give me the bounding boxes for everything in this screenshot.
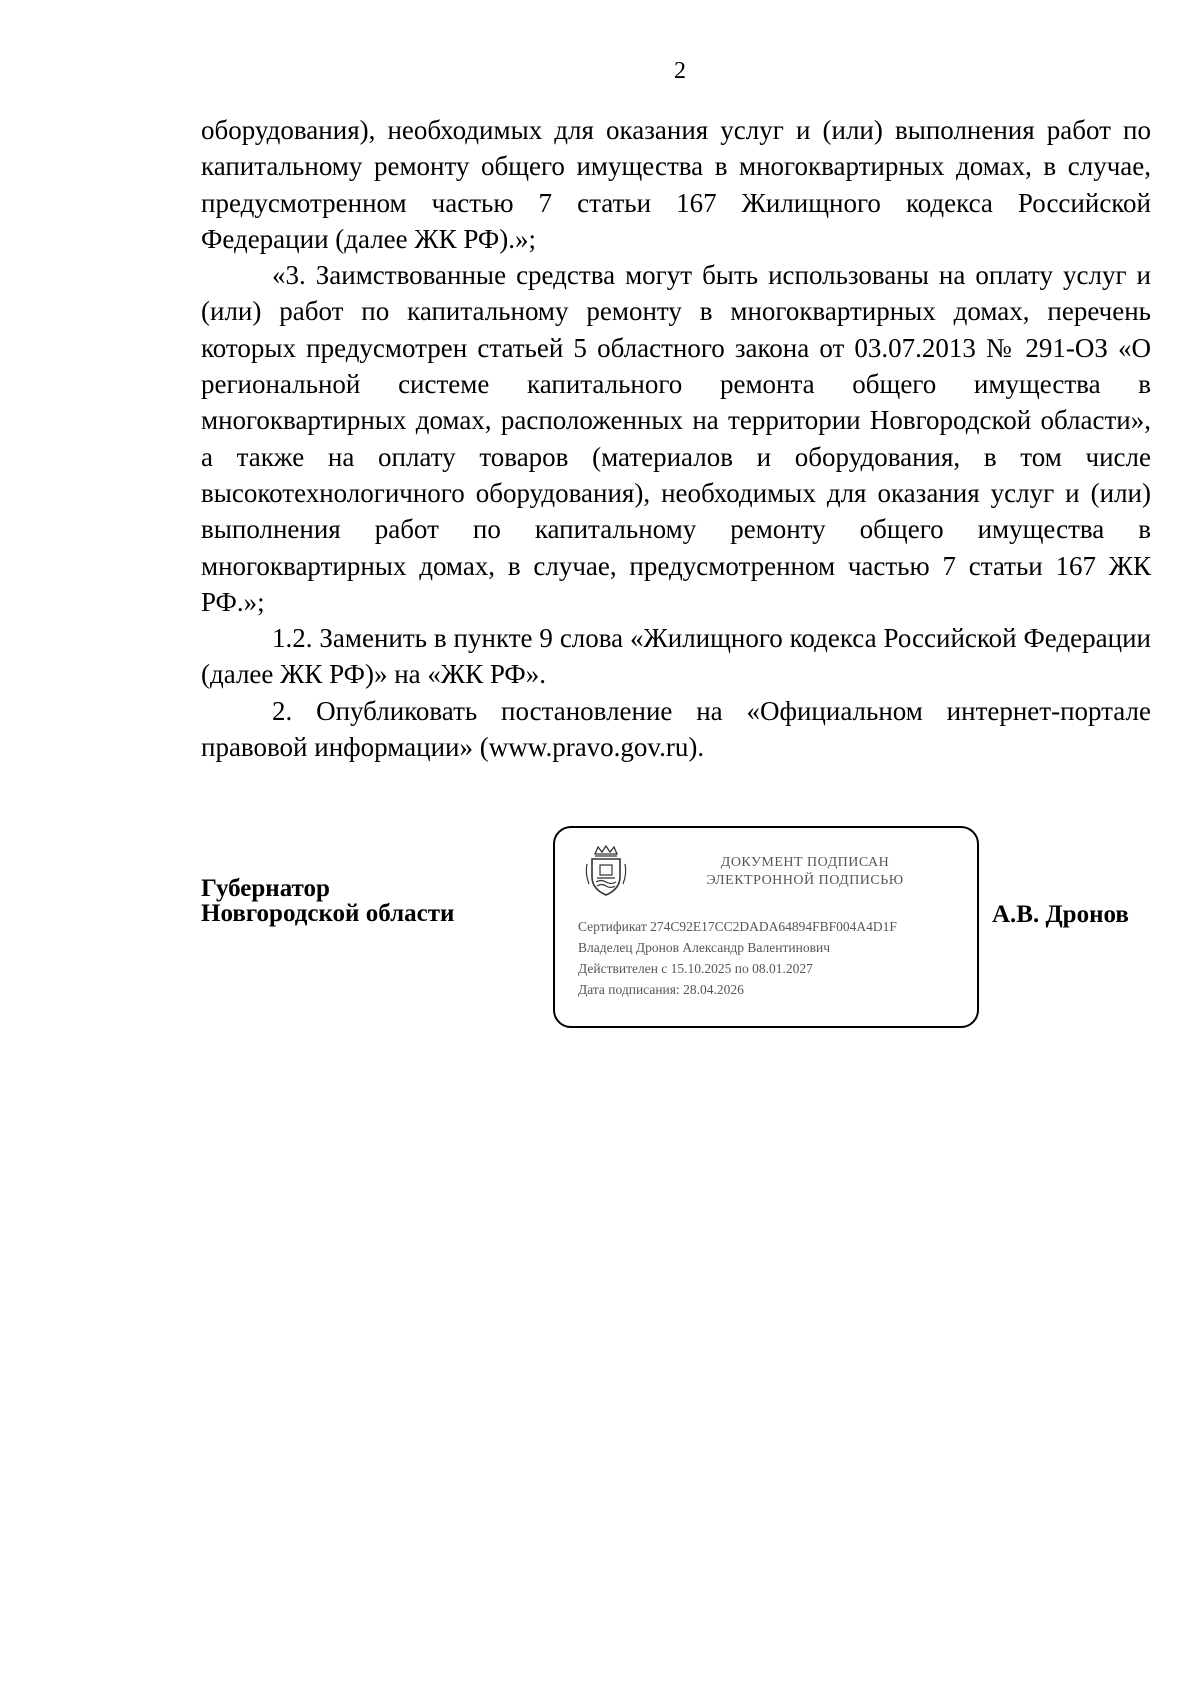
stamp-title-line2: ЭЛЕКТРОННОЙ ПОДПИСЬЮ: [706, 873, 904, 888]
certificate-details: [578, 916, 897, 1000]
certificate-owner: Владелец Дронов Александр Валентинович: [578, 940, 830, 955]
signer-name: А.В. Дронов: [992, 901, 1129, 928]
coat-of-arms-icon: [583, 844, 629, 898]
electronic-signature-stamp: [553, 826, 979, 1028]
certificate-validity: Действителен с 15.10.2025 по 08.01.2027: [578, 961, 813, 976]
signing-date: Дата подписания: 28.04.2026: [578, 982, 744, 997]
paragraph-item-1-2: 1.2. Заменить в пункте 9 слова «Жилищного кодекса Российской Федерации (далее ЖК РФ)» на «ЖК РФ».: [201, 623, 1151, 690]
signer-position: [201, 876, 454, 926]
paragraph-item-3: «3. Заимствованные средства могут быть использованы на оплату услуг и (или) работ по капитальному ремонту в многоквартирных домах, перечень которых предусмотрен статьей 5 областного закона от 03.07.2013 № 291-ОЗ «О региональной системе капитального ремонта общего имущества в многоквартирных домах, расположенных на территории Новгородской области», а также на оплату товаров (материалов и оборудования, в том числе высокотехнологичного оборудования), необходимых для оказания услуг и (или) выполнения работ по капитальному ремонту общего имущества в многоквартирных домах, в случае, предусмотренном частью 7 статьи 167 ЖК РФ.»;: [201, 260, 1151, 617]
certificate-number: Сертификат 274C92E17CC2DADA64894FBF004A4D1F: [578, 919, 897, 934]
page-number: 2: [674, 58, 686, 84]
document-body: [201, 112, 1151, 765]
signer-position-line2: Новгородской области: [201, 900, 455, 927]
paragraph-item-2: 2. Опубликовать постановление на «Официальном интернет-портале правовой информации» (www.pravo.gov.ru).: [201, 695, 1151, 763]
signer-position-line1: Губернатор: [201, 875, 330, 902]
stamp-title-line1: ДОКУМЕНТ ПОДПИСАН: [720, 855, 890, 870]
stamp-title: [655, 854, 955, 890]
paragraph-continuation: оборудования), необходимых для оказания услуг и (или) выполнения работ по капитальному ремонту общего имущества в многоквартирных домах, в случае, предусмотренном частью 7 статьи 167 Жилищного кодекса Российской Федерации (далее ЖК РФ).»;: [201, 115, 1151, 254]
